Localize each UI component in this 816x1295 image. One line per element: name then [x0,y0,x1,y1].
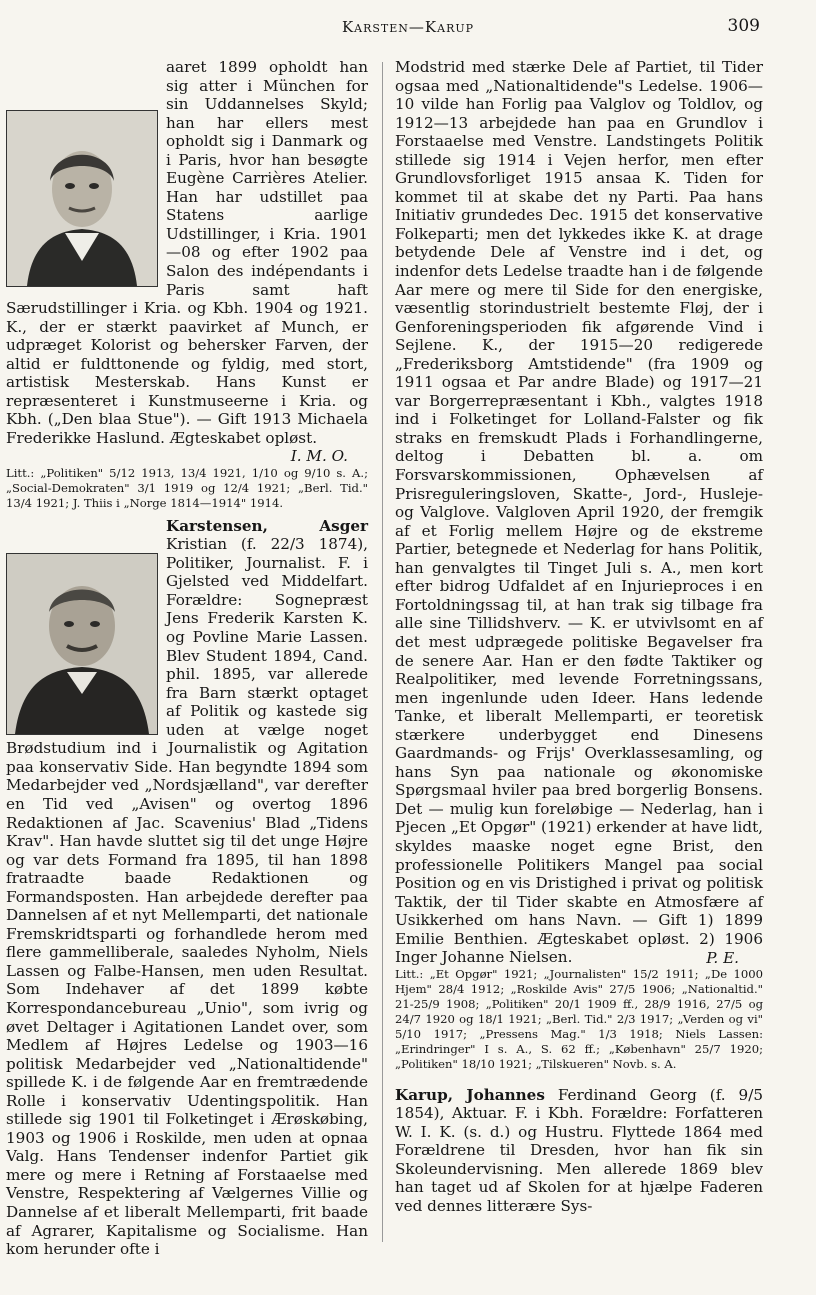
page-header [0,12,816,42]
karstensen-continued-text: Modstrid med stærke Dele af Partiet, til Tider ogsaa med „Nationaltidende"s Ledelse. 1906—10 vilde han Forlig paa Valglov og Toldlov, og 1912—13 arbejdede han paa en Grundlov i Forstaaelse med Venstre. Landstingets Politik stillede sig 1914 i Vejen herfor, men efter Grundlovsforliget 1915 ansaa K. Tiden for kommet til at skabe det ny Parti. Paa hans Initiativ grundedes Dec. 1915 det konservative Folkeparti; men det lykkedes ikke K. at drage betydende Dele af Venstre ind i det, og indenfor dets Ledelse traadte han i de følgende Aar mere og mere til Side for den energiske, væsentlig storindustrielt bestemte Fløj, der i Genforeningsperioden fik afgørende Vind i Sejlene. K., der 1915—20 redigerede „Frederiksborg Amtstidende" (fra 1909 og 1911 ogsaa et Par andre Blade) og 1917—21 var Borgerrepræsentant i Kbh., valgtes 1918 ind i Folketinget for Lolland-Falster og fik straks en fremskudt Plads i Forhandlingerne, deltog i Debatten bl. a. om Forsvarskommissionen, Ophævelsen af Prisreguleringsloven, Skatte-, Jord-, Husleje- og Valglove. Valgloven April 1920, der fremgik af et Forlig mellem Højre og de ekstreme Partier, betegnede et Nederlag for hans Politik, han genvalgtes til Tinget Juli s. A., men kort efter bidrog Udfaldet af en Injurieproces i en Fortoldningssag til, at han trak sig tilbage fra alle sine Tillidshverv. — K. er utvivlsomt en af det mest udprægede politiske Begavelser fra de senere Aar. Han er den fødte Taktiker og Realpolitiker, med levende Forretningssans, men ingenlunde uden Ideer. Hans ledende Tanke, et liberalt Mellemparti, er teoretisk stærkere underbygget end Dinesens Gaardmands- og Frijs' Overklassesamling, og hans Syn paa nationale og økonomiske Spørgsmaal hviler paa bred borgerlig Bonsens. Det — mulig kun foreløbige — Nederlag, han i Pjecen „Et Opgør" (1921) erkender at have lidt, skyldes maaske noget egne Brist, den professionelle Politikers Mangel paa social Position og en vis Dristighed i privat og politisk Taktik, der til Tider skabte en Atmosfære af Usikkerhed om hans Navn. — Gift 1) 1899 Emilie Benthien. Ægteskabet opløst. 2) 1906 Inger Johanne Nielsen. [395,58,763,967]
karstensen-signature: P. E. [706,948,739,967]
portrait-man-icon [7,554,157,734]
running-title: Karsten—Karup [341,18,475,36]
karup-text: Ferdinand Georg (f. 9/5 1854), Aktuar. F. i Kbh. Forældre: Forfatteren W. I. K. (s. d.) og Hustru. Flyttede 1864 med Forældrene til Dresden, hvor han fik sin Skoleundervisning. Men allerede 1869 blev han taget ud af Skolen for at hjælpe Faderen ved dennes litterære Sys- [395,1085,763,1215]
karsten-literature: Litt.: „Politiken" 5/12 1913, 13/4 1921, 1/10 og 9/10 s. A.; „Social-Demokraten" 3/1 1919 og 12/4 1921; „Berl. Tid." 13/4 1921; J. Thiis i „Norge 1814—1914" 1914. [6,466,368,510]
left-column [6,58,368,1259]
karsten-text: aaret 1899 opholdt han sig atter i München for sin Uddannelses Skyld; han har ellers mest opholdt sig i Danmark og i Paris, hvor han besøgte Eugène Carrières Atelier. Han har udstillet paa Statens aarlige Udstillinger, i Kria. 1901—08 og efter 1902 paa Salon des indépendants i Paris samt haft Særudstillinger i Kria. og Kbh. 1904 og 1921. K., der er stærkt paavirket af Munch, er udpræget Kolorist og behersker Farven, der altid er fuldttonende og fyldig, med stort, artistisk Mesterskab. Hans Kunst er repræsenteret i Kunstmuseerne i Kria. og Kbh. („Den blaa Stue"). — Gift 1913 Michaela Frederikke Haslund. Ægteskabet opløst. [6,58,368,447]
right-column [395,58,763,1216]
karsten-signature: I. M. O. [290,447,348,466]
portrait-karstensen [6,553,158,735]
portrait-man-icon [7,111,157,286]
karstensen-literature: Litt.: „Et Opgør" 1921; „Journalisten" 15/2 1911; „De 1000 Hjem" 28/4 1912; „Roskilde Avis" 27/5 1906; „Nationaltid." 21-25/9 1908; „Politiken" 20/1 1909 ff., 28/9 1916, 27/5 og 24/7 1920 og 18/1 1921; „Berl. Tid." 2/3 1917; „Verden og vi" 5/10 1917; „Pressens Mag." 1/3 1918; Niels Lassen: „Erindringer" I s. A., S. 62 ff.; „København" 25/7 1920; „Politiken" 18/10 1921; „Tilskueren" Novb. s. A. [395,967,763,1071]
portrait-karsten [6,110,158,287]
column-divider [382,62,383,1242]
page-number: 309 [727,16,760,36]
karstensen-text: Kristian (f. 22/3 1874), Politiker, Journalist. F. i Gjelsted ved Middelfart. Forældre: Sognepræst Jens Frederik Karsten K. og Povline Marie Lassen. Blev Student 1894, Cand. phil. 1895, var allerede fra Barn stærkt optaget af Politik og kastede sig uden at vælge noget Brødstudium ind i Journalistik og Agitation paa konservativ Side. Han begyndte 1894 som Medarbejder ved „Nordsjælland", var derefter en Tid ved „Avisen" og overtog 1896 Redaktionen af Jac. Scavenius' Blad „Tidens Krav". Han havde sluttet sig til det unge Højre og var dets Formand fra 1895, til han 1898 fratraadte baade Redaktionen og Formandsposten. Han arbejdede derefter paa Dannelsen af et nyt Mellemparti, det nationale Fremskridtsparti og forhandlede herom med flere gammelliberale, saaledes Nyholm, Niels Lassen og Falbe-Hansen, men uden Resultat. Som Indehaver af det 1899 købte Korrespondancebureau „Unio", som ivrig og øvet Deltager i Agitationen Landet over, som Medlem af Højres Ledelse og 1903—16 politisk Medarbejder ved „Nationaltidende" spillede K. i de følgende Aar en fremtrædende Rolle i konservativ Udentingspolitik. Han stillede sig 1901 til Folketinget i Ærøskøbing, 1903 og 1906 i Roskilde, men uden at opnaa Valg. Hans Tendenser indenfor Partiet gik mere og mere i Retning af Forstaaelse med Venstre, Respektering af Vælgernes Villie og Dannelse af et liberalt Mellemparti, frit baade af Agrarer, Kapitalisme og Socialisme. Han kom herunder ofte i [6,535,368,1259]
karup-headword: Karup, Johannes [395,1085,545,1104]
karstensen-headword: Karstensen, Asger [166,516,368,535]
